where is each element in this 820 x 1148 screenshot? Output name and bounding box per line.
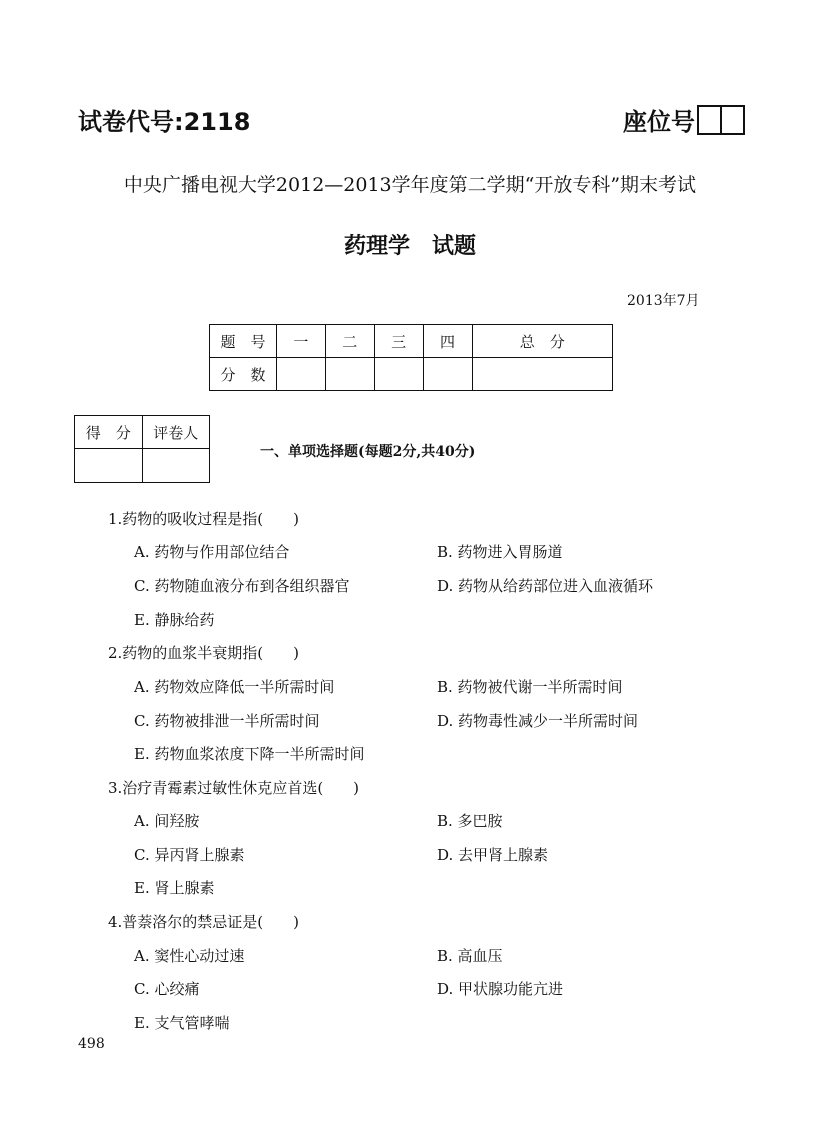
- score-table-score-row: [210, 358, 613, 391]
- question-option: D. 去甲肾上腺素: [437, 846, 549, 864]
- score-blank: [374, 358, 423, 391]
- question-option: C. 药物随血液分布到各组织器官: [134, 577, 350, 595]
- question-option: A. 间羟胺: [134, 812, 200, 830]
- score-cell: 四: [423, 325, 472, 358]
- subject-title: 药理学 试题: [343, 234, 476, 259]
- question-option: D. 药物从给药部位进入血液循环: [437, 577, 654, 595]
- question-option: A. 药物与作用部位结合: [134, 543, 290, 561]
- question-stem: 4.普萘洛尔的禁忌证是( ): [108, 913, 300, 931]
- question-option: B. 药物被代谢一半所需时间: [437, 678, 623, 696]
- score-cell: 一: [277, 325, 326, 358]
- question-stem: 1.药物的吸收过程是指( ): [108, 510, 300, 528]
- question-option: D. 甲状腺功能亢进: [437, 980, 564, 998]
- score-blank: [277, 358, 326, 391]
- question-option: E. 肾上腺素: [134, 879, 215, 897]
- question-option: A. 药物效应降低一半所需时间: [134, 678, 335, 696]
- score-row-label: 分 数: [210, 358, 277, 391]
- question-option: E. 静脉给药: [134, 611, 215, 629]
- question-option: E. 支气管哮喘: [134, 1014, 230, 1032]
- score-blank: [325, 358, 374, 391]
- question-option: C. 异丙肾上腺素: [134, 846, 245, 864]
- section-title: 一、单项选择题(每题2分,共40分): [260, 444, 476, 460]
- score-blank: [472, 358, 613, 391]
- grader-name-label: 评卷人: [142, 416, 210, 449]
- grader-table: [74, 415, 210, 483]
- grader-blank: [142, 449, 210, 483]
- question-option: B. 高血压: [437, 947, 503, 965]
- score-cell: 总 分: [472, 325, 613, 358]
- score-cell: 三: [374, 325, 423, 358]
- question-option: C. 心绞痛: [134, 980, 200, 998]
- question-stem: 3.治疗青霉素过敏性休克应首选( ): [108, 779, 360, 797]
- score-cell: 题 号: [210, 325, 277, 358]
- grader-blank: [75, 449, 143, 483]
- question-option: C. 药物被排泄一半所需时间: [134, 712, 320, 730]
- question-option: D. 药物毒性减少一半所需时间: [437, 712, 639, 730]
- question-option: B. 药物进入胃肠道: [437, 543, 563, 561]
- grader-score-label: 得 分: [75, 416, 143, 449]
- seat-number-boxes: [697, 105, 745, 135]
- question-option: E. 药物血浆浓度下降一半所需时间: [134, 745, 365, 763]
- question-option: B. 多巴胺: [437, 812, 503, 830]
- page-number: 498: [78, 1036, 105, 1052]
- seat-number-field: [623, 102, 745, 137]
- seat-label: 座位号: [623, 108, 695, 136]
- question-stem: 2.药物的血浆半衰期指( ): [108, 644, 300, 662]
- exam-date: 2013年7月: [627, 293, 700, 309]
- score-blank: [423, 358, 472, 391]
- score-table-header-row: [210, 325, 613, 358]
- exam-code: 试卷代号:2118: [78, 108, 251, 136]
- exam-title: 中央广播电视大学2012—2013学年度第二学期“开放专科”期末考试: [123, 174, 697, 196]
- score-table: [209, 324, 613, 391]
- question-option: A. 窦性心动过速: [134, 947, 245, 965]
- score-cell: 二: [325, 325, 374, 358]
